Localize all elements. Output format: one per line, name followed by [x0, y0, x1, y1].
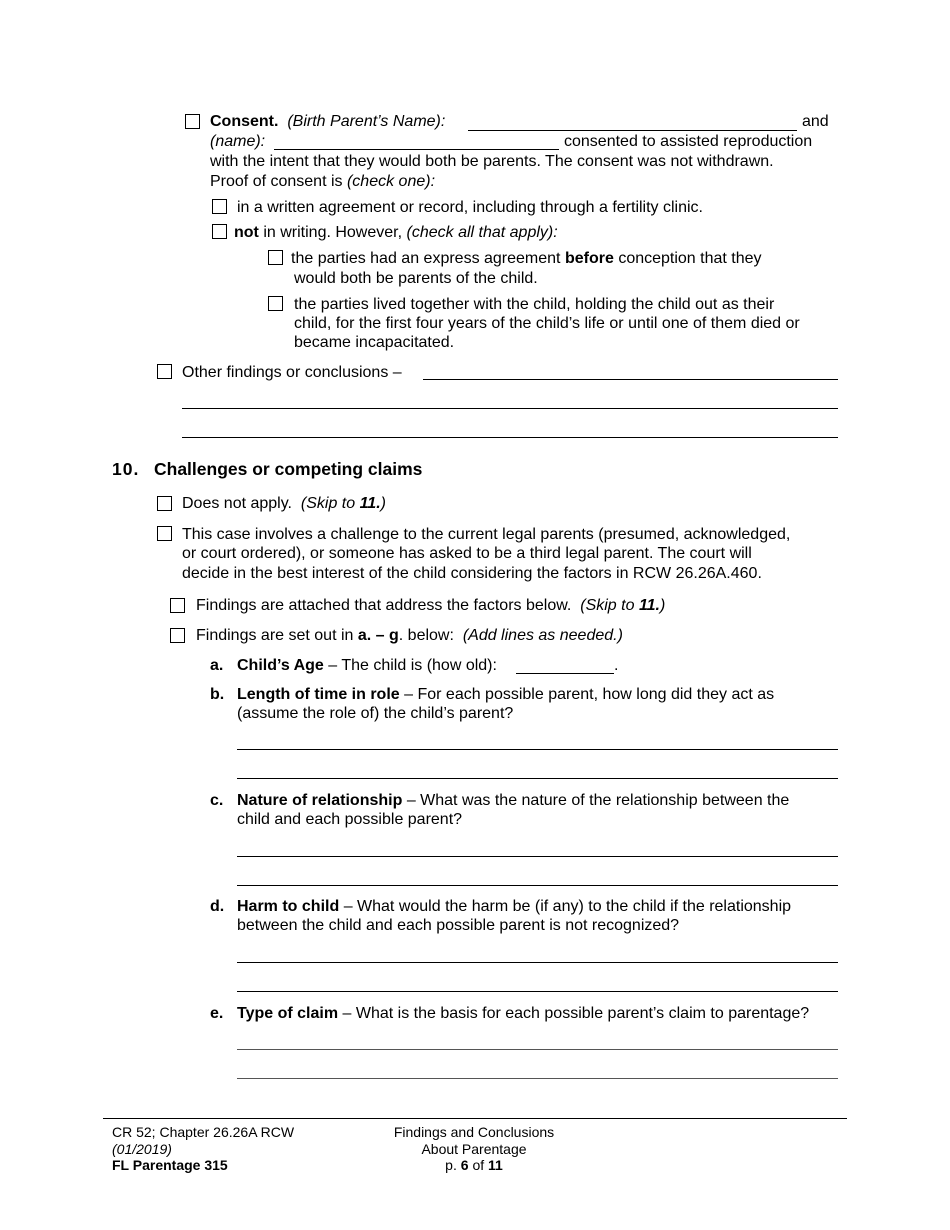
- consent-line-1: [210, 112, 445, 132]
- written-agreement-label: in a written agreement or record, including through a fertility clinic.: [237, 199, 703, 216]
- item-e-answer-line-2[interactable]: [237, 1078, 838, 1079]
- footer-center: [374, 1124, 574, 1174]
- footer-left: [112, 1124, 294, 1174]
- item-c-answer-line-2[interactable]: [237, 885, 838, 886]
- birth-parent-name-field[interactable]: [468, 116, 797, 131]
- does-not-apply-checkbox[interactable]: [157, 496, 172, 511]
- findings-set-out-label: Findings are set out in a. – g. below: (Add lines as needed.): [196, 627, 623, 644]
- written-agreement-checkbox[interactable]: [212, 199, 227, 214]
- consented-text: consented to assisted reproduction: [564, 133, 813, 150]
- birth-parent-label: (Birth Parent’s Name):: [287, 113, 446, 130]
- consent-checkbox[interactable]: [185, 114, 200, 129]
- item-b-answer-line-2[interactable]: [237, 778, 838, 779]
- challenge-line-3: decide in the best interest of the child considering the factors in RCW 26.26A.460.: [182, 565, 762, 582]
- item-c-text: Nature of relationship – What was the nature of the relationship between the: [237, 792, 790, 809]
- item-d-answer-line-2[interactable]: [237, 991, 838, 992]
- section-10-title: Challenges or competing claims: [154, 459, 423, 479]
- findings-set-out-checkbox[interactable]: [170, 628, 185, 643]
- not-in-writing-checkbox[interactable]: [212, 224, 227, 239]
- not-in-writing-label: not in writing. However, (check all that apply):: [234, 224, 558, 241]
- item-a-end: .: [614, 657, 619, 674]
- findings-attached-label: Findings are attached that address the factors below. (Skip to 11.): [196, 597, 666, 614]
- section-10-number: 10.: [112, 459, 140, 479]
- item-b-letter: b.: [210, 686, 225, 703]
- footer-form-number: FL Parentage 315: [112, 1157, 228, 1173]
- other-findings-label: Other findings or conclusions –: [182, 364, 402, 381]
- footer-rule: [103, 1118, 847, 1119]
- item-a-text: Child’s Age – The child is (how old):: [237, 657, 497, 674]
- and-text: and: [802, 113, 829, 130]
- item-e-text: Type of claim – What is the basis for each possible parent’s claim to parentage?: [237, 1005, 810, 1022]
- item-d-line-2: between the child and each possible parent is not recognized?: [237, 917, 680, 934]
- item-b-line-2: (assume the role of) the child’s parent?: [237, 705, 514, 722]
- name-label: (name):: [210, 133, 266, 150]
- does-not-apply-label: Does not apply. (Skip to 11.): [182, 495, 386, 512]
- express-agreement-line-2: would both be parents of the child.: [294, 270, 538, 287]
- consent-label: Consent.: [210, 113, 279, 130]
- footer-page-number: p. 6 of 11: [445, 1157, 503, 1173]
- item-d-answer-line-1[interactable]: [237, 962, 838, 963]
- item-c-letter: c.: [210, 792, 224, 809]
- lived-together-checkbox[interactable]: [268, 296, 283, 311]
- express-agreement-label: the parties had an express agreement before conception that they: [291, 250, 762, 267]
- lived-together-line-3: became incapacitated.: [294, 334, 455, 351]
- other-parent-name-field[interactable]: [274, 135, 559, 150]
- item-b-answer-line-1[interactable]: [237, 749, 838, 750]
- challenge-checkbox[interactable]: [157, 526, 172, 541]
- findings-attached-checkbox[interactable]: [170, 598, 185, 613]
- proof-text: Proof of consent is (check one):: [210, 173, 436, 190]
- other-findings-line-1[interactable]: [423, 379, 838, 380]
- lived-together-line-1: the parties lived together with the child, holding the child out as their: [294, 296, 775, 313]
- child-age-field[interactable]: [516, 659, 614, 674]
- item-d-text: Harm to child – What would the harm be (if any) to the child if the relationship: [237, 898, 792, 915]
- other-findings-checkbox[interactable]: [157, 364, 172, 379]
- footer-doc-title-1: Findings and Conclusions: [393, 1124, 555, 1140]
- other-findings-line-3[interactable]: [182, 437, 838, 438]
- item-b-text: Length of time in role – For each possible parent, how long did they act as: [237, 686, 775, 703]
- express-agreement-checkbox[interactable]: [268, 250, 283, 265]
- footer-rule-citation: CR 52; Chapter 26.26A RCW: [112, 1124, 295, 1140]
- challenge-line-1: This case involves a challenge to the current legal parents (presumed, acknowledged,: [182, 526, 791, 543]
- intent-text: with the intent that they would both be parents. The consent was not withdrawn.: [210, 153, 774, 170]
- item-e-answer-line-1[interactable]: [237, 1049, 838, 1050]
- other-findings-line-2[interactable]: [182, 408, 838, 409]
- item-d-letter: d.: [210, 898, 225, 915]
- footer-date: (01/2019): [112, 1140, 172, 1157]
- item-c-line-2: child and each possible parent?: [237, 811, 463, 828]
- item-a-letter: a.: [210, 657, 224, 674]
- challenge-line-2: or court ordered), or someone has asked to be a third legal parent. The court will: [182, 545, 752, 562]
- item-c-answer-line-1[interactable]: [237, 856, 838, 857]
- item-e-letter: e.: [210, 1005, 224, 1022]
- lived-together-line-2: child, for the first four years of the child’s life or until one of them died or: [294, 315, 800, 332]
- footer-doc-title-2: About Parentage: [421, 1140, 527, 1157]
